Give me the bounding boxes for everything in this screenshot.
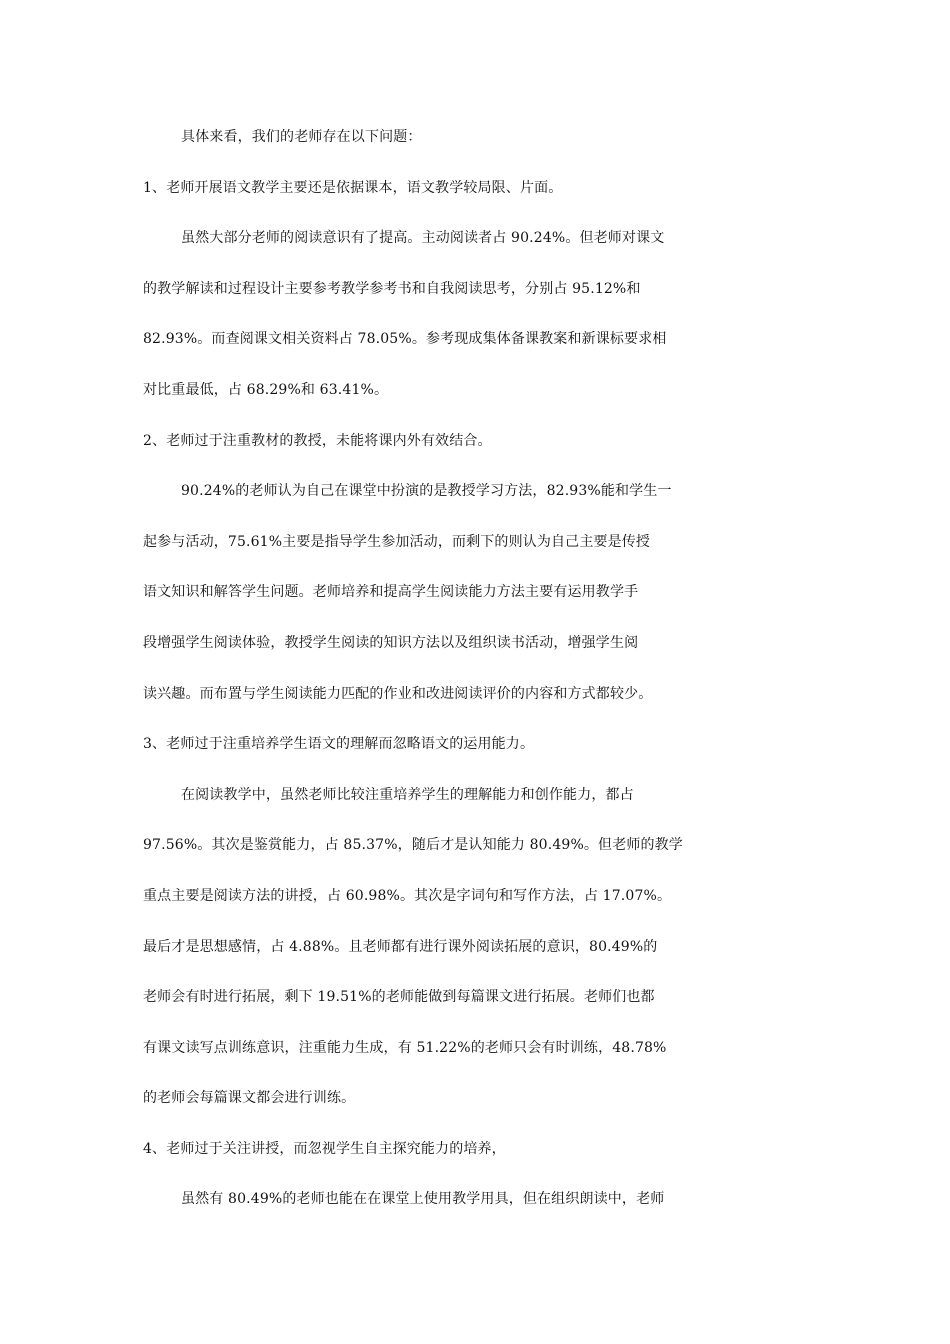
- text-line: 82.93%。而查阅课文相关资料占 78.05%。参考现成集体备课教案和新课标要求相: [143, 331, 667, 348]
- text-line: 语文知识和解答学生问题。老师培养和提高学生阅读能力方法主要有运用教学手: [143, 584, 639, 601]
- text-line: 在阅读教学中，虽然老师比较注重培养学生的理解能力和创作能力，都占: [181, 786, 634, 803]
- text-line: 读兴趣。而布置与学生阅读能力匹配的作业和改进阅读评价的内容和方式都较少。: [143, 685, 653, 702]
- text-line: 90.24%的老师认为自己在课堂中扮演的是教授学习方法，82.93%能和学生一: [181, 483, 672, 500]
- text-line: 对比重最低，占 68.29%和 63.41%。: [143, 381, 389, 398]
- text-line: 的老师会每篇课文都会进行训练。: [143, 1090, 356, 1107]
- text-line: 段增强学生阅读体验，教授学生阅读的知识方法以及组织读书活动，增强学生阅: [143, 634, 639, 651]
- text-line: 虽然有 80.49%的老师也能在在课堂上使用教学用具，但在组织朗读中，老师: [181, 1191, 665, 1208]
- text-line: 1、老师开展语文教学主要还是依据课本，语文教学较局限、片面。: [143, 179, 563, 196]
- document-body: [143, 112, 807, 1225]
- text-line: 最后才是思想感情，占 4.88%。且老师都有进行课外阅读拓展的意识，80.49%的: [143, 938, 658, 955]
- text-line: 起参与活动，75.61%主要是指导学生参加活动，而剩下的则认为自己主要是传授: [143, 533, 651, 550]
- text-line: 97.56%。其次是鉴赏能力，占 85.37%，随后才是认知能力 80.49%。但老师的教学: [143, 837, 683, 854]
- text-line: 虽然大部分老师的阅读意识有了提高。主动阅读者占 90.24%。但老师对课文: [181, 230, 665, 247]
- text-line: 4、老师过于关注讲授，而忽视学生自主探究能力的培养，: [143, 1140, 506, 1157]
- text-line: 老师会有时进行拓展，剩下 19.51%的老师能做到每篇课文进行拓展。老师们也都: [143, 989, 655, 1006]
- text-line: 2、老师过于注重教材的教授，未能将课内外有效结合。: [143, 432, 492, 449]
- text-line: 3、老师过于注重培养学生语文的理解而忽略语文的运用能力。: [143, 736, 535, 753]
- text-line: 重点主要是阅读方法的讲授，占 60.98%。其次是字词句和写作方法，占 17.07%。: [143, 887, 672, 904]
- text-line: 的教学解读和过程设计主要参考教学参考书和自我阅读思考，分别占 95.12%和: [143, 280, 641, 297]
- text-line: 有课文读写点训练意识，注重能力生成，有 51.22%的老师只会有时训练，48.78%: [143, 1039, 667, 1056]
- text-line: 具体来看，我们的老师存在以下问题：: [181, 129, 422, 145]
